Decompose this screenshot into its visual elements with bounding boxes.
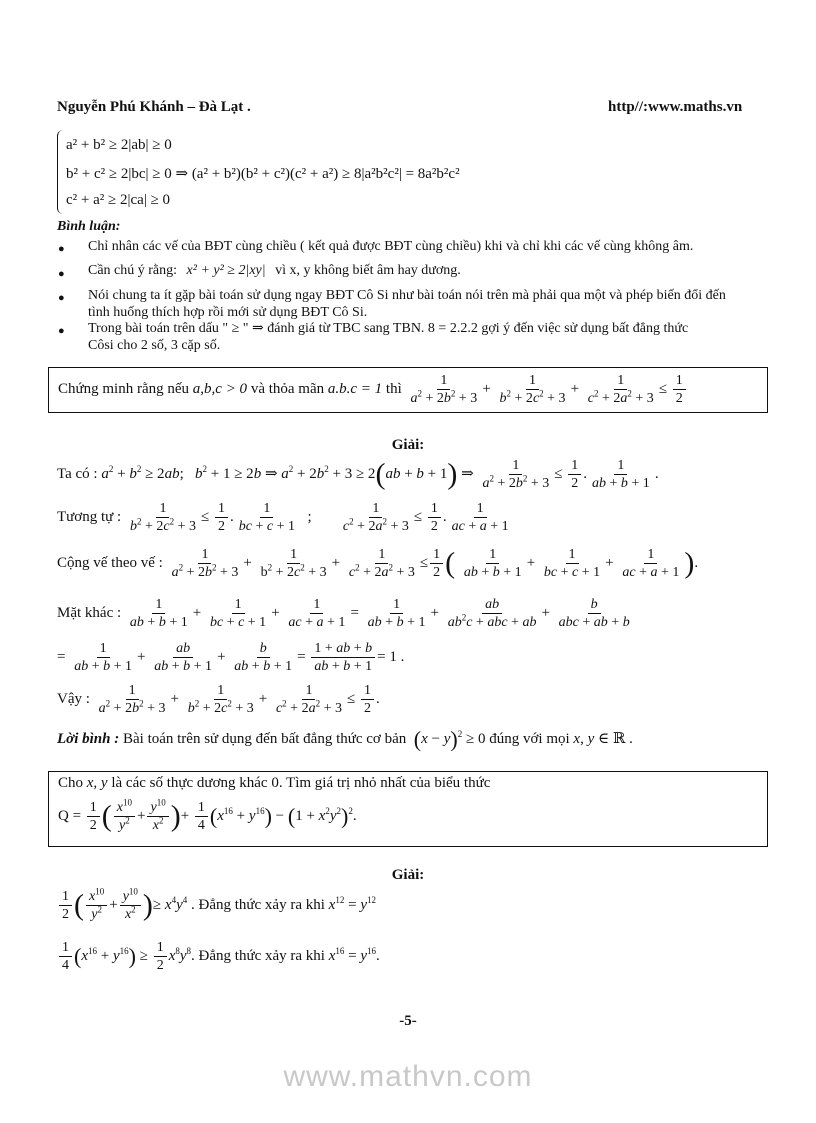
sol1-tuongtu-label: Tương tự : [57, 508, 122, 525]
sol1-matkhac-label: Mặt khác : [57, 604, 122, 621]
problem-2-ask: . Tìm giá trị nhỏ nhất của biểu thức [278, 775, 491, 791]
binh-luan-title: Bình luận: [57, 219, 121, 234]
system-row-2 [66, 164, 460, 183]
frac-half: $\frac{1}{2}$ [673, 372, 686, 407]
bullet-1: ● [58, 243, 65, 255]
binh-luan-item-2 [88, 263, 461, 279]
giai-label-2: Giải: [391, 867, 425, 883]
problem-1-cond: a,b,c > 0 [192, 380, 248, 397]
sol1-sum: = $\frac{1}{ab + b + 1}$ + $\frac{ab}{ab + b + 1}$ + $\frac{b}{ab + b + 1}$ = $\frac{1 + ab + b}{ab + b + 1}$ = 1 . [57, 641, 405, 674]
bullet-3: ● [58, 292, 65, 304]
system-row-2-right: (a² + b²)(b² + c²)(c² + a²) ≥ 8|a²b²c²| = 8a²b²c² [191, 166, 460, 182]
sol1-taco: Ta có : $a^2 + b^2 \ge 2ab$; $b^2 + 1 \ge 2b$ ⇒ $a^2 + 2b^2 + 3 \ge 2(ab + b + 1)$ ⇒ $\frac{1}{a^2 + 2b^2 + 3}$ ≤ $\frac{1}{2}$ . $\frac{1}{ab + b + 1}$ . [57, 457, 659, 491]
system-row-2-left: b² + c² ≥ 2|bc| ≥ 0 ⇒ [66, 166, 189, 182]
problem-2-line-1: Cho x, y là các số thực dương khác 0. Tìm giá trị nhỏ nhất của biểu thức [58, 775, 491, 791]
frac-3: $\frac{1}{c^2 + 2a^2 + 3}$ [587, 373, 654, 406]
problem-1-mid: và thỏa mãn [250, 380, 325, 397]
sol1-congve-label: Cộng vế theo vế : [57, 554, 163, 571]
binh-luan-item-1: Chỉ nhân các vế của BĐT cùng chiều ( kết quả được BĐT cùng chiều) khi và chỉ khi các vế cùng không âm. [88, 239, 694, 254]
problem-1-lead: Chứng minh rằng nếu [58, 380, 190, 397]
binh-luan-item-4a: Trong bài toán trên dấu " ≥ " ⇒ đánh giá từ TBC sang TBN. 8 = 2.2.2 gợi ý đến việc sử dụng bất đẳng thức [88, 321, 689, 336]
sol1-tuongtu: Tương tự : $\frac{1}{b^2 + 2c^2 + 3}$ ≤ $\frac{1}{2}$ . $\frac{1}{bc + c + 1}$ ; $\frac{1}{c^2 + 2a^2 + 3}$ ≤ $\frac{1}{2}$ . $\frac{1}{ac + a + 1}$ [57, 501, 509, 534]
sol2-eq1-text: . Đẳng thức xảy ra khi [190, 896, 325, 913]
binh-luan-item-4b: Côsi cho 2 số, 3 cặp số. [88, 338, 221, 353]
sol2-eq2: $\frac{1}{4}$ $(x^{16} + y^{16})$ ≥ $\frac{1}{2}$ $x^8y^8$. Đẳng thức xảy ra khi $x^{16} = y^{16}$. [57, 939, 380, 974]
problem-2-desc: là các số thực dương khác [111, 775, 268, 791]
frac-1: $\frac{1}{a^2 + 2b^2 + 3}$ [410, 373, 478, 406]
system-row-1: a² + b² ≥ 2|ab| ≥ 0 [66, 137, 172, 153]
giai-label-1: Giải: [391, 437, 425, 453]
page-number: -5- [399, 1013, 417, 1029]
problem-2-cho: Cho [58, 775, 84, 791]
loibinh-text: Bài toán trên sử dụng đến bất đẳng thức cơ bản [122, 731, 407, 747]
bullet-4: ● [58, 325, 65, 337]
watermark: www.mathvn.com [283, 1060, 533, 1093]
problem-2-line-2: Q = $\frac{1}{2}$ ( $\frac{x^{10}}{y^2}$ + $\frac{y^{10}}{x^2}$ )+ $\frac{1}{4}$ $(x^{16} + y^{16}) - (1 + x^2y^2)^2$. [58, 797, 357, 833]
binh-luan-item-2-tail: vì x, y không biết âm hay dương. [275, 263, 461, 278]
binh-luan-item-3b: tình huống thích hợp rồi mới sử dụng BĐT Cô Si. [88, 305, 368, 320]
author-header: Nguyễn Phú Khánh – Đà Lạt . [57, 99, 251, 115]
loibinh-tail: đúng với mọi [489, 731, 570, 747]
problem-1-statement: Chứng minh rằng nếu a,b,c > 0 và thỏa mãn a.b.c = 1 thì $\frac{1}{a^2 + 2b^2 + 3}$ + $\frac{1}{b^2 + 2c^2 + 3}$ + $\frac{1}{c^2 + 2a^2 + 3}$ ≤ $\frac{1}{2}$ [58, 372, 688, 407]
system-brace [57, 130, 65, 214]
sol1-congve: Cộng vế theo vế : $\frac{1}{a^2 + 2b^2 + 3}$ + $\frac{1}{b^2 + 2c^2 + 3}$ + $\frac{1}{c^2 + 2a^2 + 3}$ ≤ $\frac{1}{2}$ ( $\frac{1}{ab + b + 1}$ + $\frac{1}{bc + c + 1}$ + $\frac{1}{ac + a + 1}$ ). [57, 546, 699, 580]
system-row-3: c² + a² ≥ 2|ca| ≥ 0 [66, 192, 171, 208]
problem-1-thi: thì [385, 380, 402, 397]
binh-luan-item-2-lead: Cần chú ý rằng: [88, 263, 178, 278]
problem-1-cond2: a.b.c = 1 [327, 380, 383, 397]
bullet-2: ● [58, 268, 65, 280]
binh-luan-item-3a: Nói chung ta ít gặp bài toán sử dụng ngay BĐT Cô Si như bài toán nói trên mà phải qua một và phép biến đổi đến [88, 288, 726, 303]
binh-luan-item-2-math: x² + y² ≥ 2|xy| [186, 263, 266, 278]
sol1-loibinh: Lời bình : Bài toán trên sử dụng đến bất đẳng thức cơ bản $(x - y)^2 \ge 0$ đúng với mọi x, y ∈ ℝ . [57, 726, 633, 752]
sol2-eq2-text: . Đẳng thức xảy ra khi [191, 947, 325, 964]
sol1-matkhac: Mặt khác : $\frac{1}{ab + b + 1}$ + $\frac{1}{bc + c + 1}$ + $\frac{1}{ac + a + 1}$ = $\frac{1}{ab + b + 1}$ + $\frac{ab}{ab^2c + abc + ab}$ + $\frac{b}{\text{abc + ab + b}}$ [57, 597, 630, 630]
sol1-taco-label: Ta có : [57, 465, 98, 482]
sol1-vay: Vậy : $\frac{1}{a^2 + 2b^2 + 3}$ + $\frac{1}{b^2 + 2c^2 + 3}$ + $\frac{1}{c^2 + 2a^2 + 3}$ ≤ $\frac{1}{2}$ . [57, 683, 380, 716]
loibinh-title: Lời bình : [57, 731, 120, 747]
site-header: http//:www.maths.vn [608, 99, 743, 115]
problem-2-q: Q = [58, 807, 82, 824]
sol1-vay-label: Vậy : [57, 690, 90, 707]
sol2-eq1: $\frac{1}{2}$ ( $\frac{x^{10}}{y^2}$ + $\frac{y^{10}}{x^2}$ )≥ $x^4y^4$ . Đẳng thức xảy ra khi $x^{12} = y^{12}$ [57, 888, 376, 923]
frac-2: $\frac{1}{b^2 + 2c^2 + 3}$ [499, 373, 566, 406]
